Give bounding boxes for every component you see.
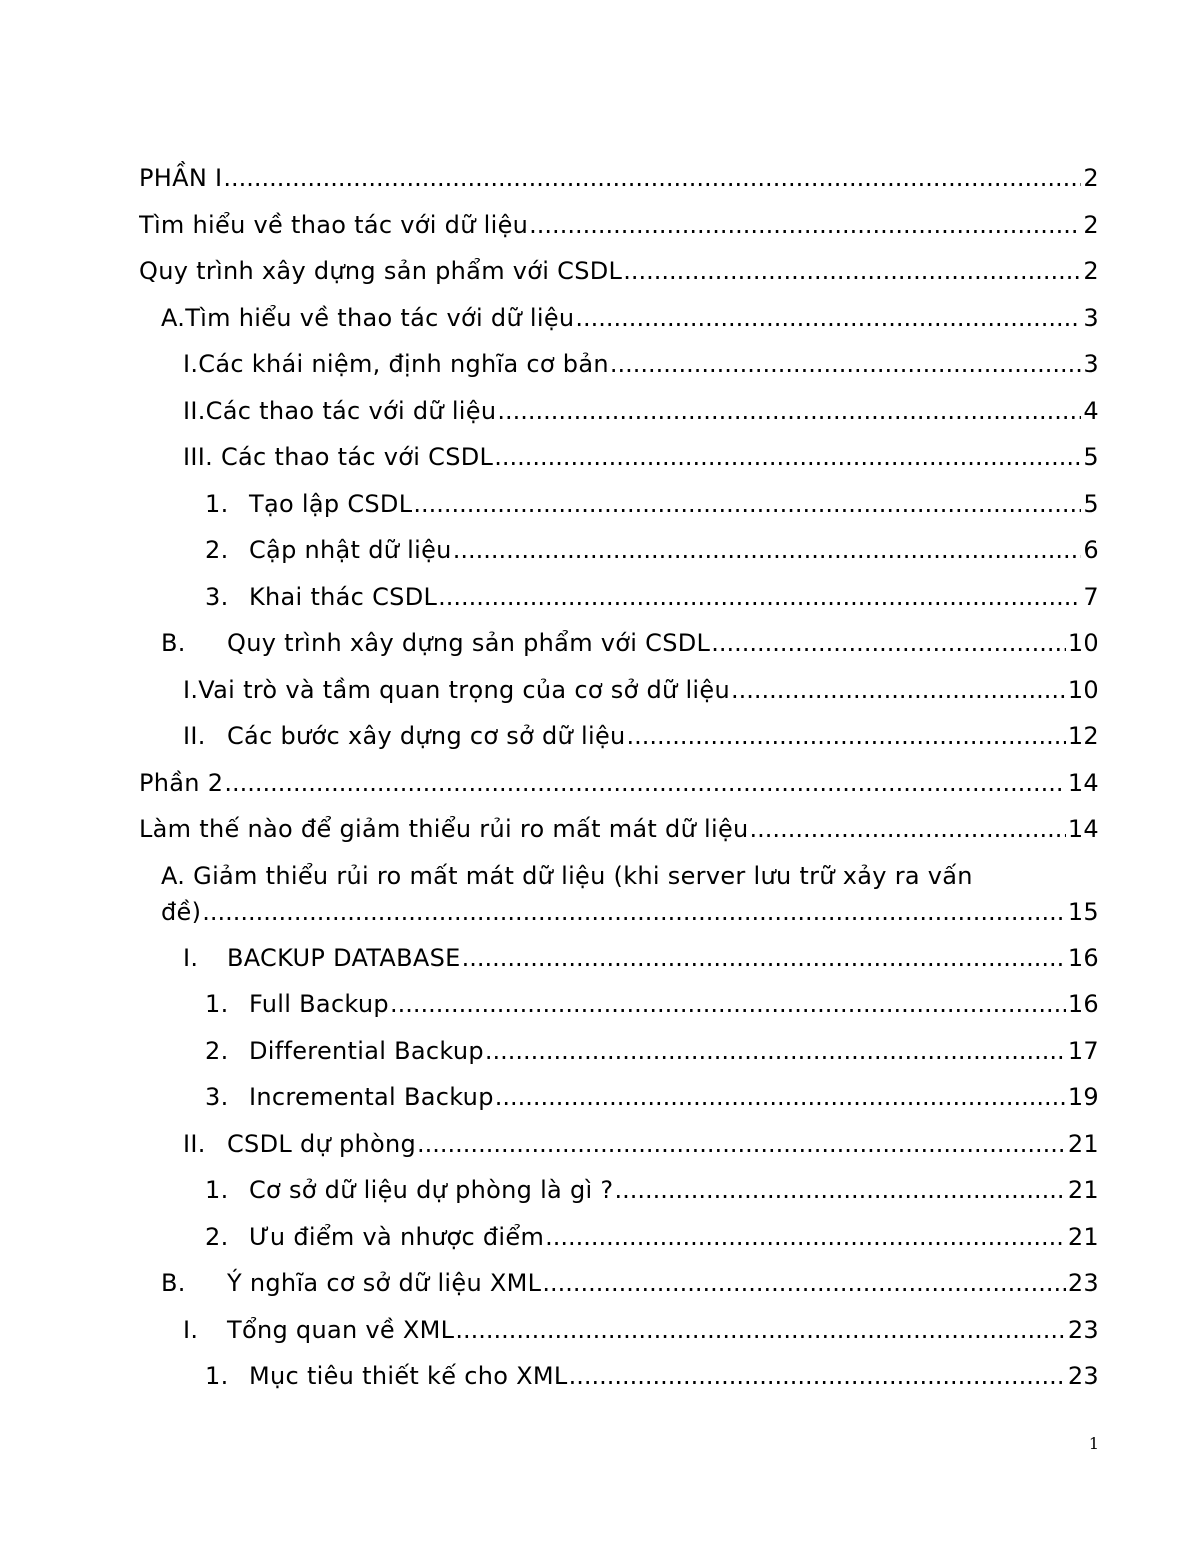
toc-entry-number: 3. bbox=[205, 582, 229, 611]
toc-entry-title: I.Các khái niệm, định nghĩa cơ bản bbox=[183, 350, 609, 379]
toc-entry[interactable] bbox=[139, 760, 1099, 807]
toc-entry-first-line bbox=[161, 858, 1099, 894]
toc-entry[interactable] bbox=[139, 248, 1099, 295]
toc-entry-title: Quy trình xây dựng sản phẩm với CSDL bbox=[227, 629, 711, 658]
toc-entry-page: 2 bbox=[1083, 164, 1099, 193]
toc-entry[interactable] bbox=[139, 341, 1099, 388]
dot-leader bbox=[485, 1037, 1066, 1065]
toc-entry-title: Differential Backup bbox=[249, 1036, 484, 1065]
dot-leader bbox=[497, 397, 1081, 425]
toc-entry-title: PHẦN I bbox=[139, 164, 223, 193]
toc-entry-title: Tổng quan về XML bbox=[227, 1315, 455, 1344]
toc-entry[interactable] bbox=[139, 981, 1099, 1028]
toc-entry-title: CSDL dự phòng bbox=[227, 1129, 417, 1158]
toc-entry-page: 4 bbox=[1083, 396, 1099, 425]
dot-leader bbox=[545, 1223, 1066, 1251]
toc-entry[interactable] bbox=[139, 155, 1099, 202]
toc-entry-page: 5 bbox=[1083, 489, 1099, 518]
dot-leader bbox=[750, 815, 1066, 843]
dot-leader bbox=[569, 1362, 1066, 1390]
dot-leader bbox=[390, 990, 1066, 1018]
toc-entry-title: II.Các thao tác với dữ liệu bbox=[183, 396, 497, 425]
dot-leader bbox=[575, 304, 1081, 332]
toc-entry-page: 21 bbox=[1067, 1129, 1099, 1158]
dot-leader bbox=[495, 1083, 1066, 1111]
toc-entry[interactable] bbox=[139, 667, 1099, 714]
toc-entry[interactable] bbox=[139, 481, 1099, 528]
dot-leader bbox=[453, 536, 1082, 564]
toc-entry[interactable] bbox=[139, 1307, 1099, 1354]
toc-entry-number: 1. bbox=[205, 489, 229, 518]
toc-entry[interactable] bbox=[139, 1214, 1099, 1261]
dot-leader bbox=[542, 1269, 1066, 1297]
toc-entry-number: 2. bbox=[205, 1036, 229, 1065]
toc-entry-title: Làm thế nào để giảm thiểu rủi ro mất mát dữ liệu bbox=[139, 815, 749, 844]
dot-leader bbox=[224, 769, 1066, 797]
toc-entry-title: A.Tìm hiểu về thao tác với dữ liệu bbox=[161, 303, 575, 332]
dot-leader bbox=[610, 350, 1082, 378]
toc-entry[interactable] bbox=[139, 1260, 1099, 1307]
toc-entry-title: BACKUP DATABASE bbox=[227, 943, 461, 972]
toc-entry-page: 17 bbox=[1067, 1036, 1099, 1065]
toc-entry-title-continued: đề) bbox=[161, 897, 202, 926]
toc-entry-number: 1. bbox=[205, 1362, 229, 1391]
dot-leader bbox=[494, 443, 1081, 471]
toc-entry-number: II. bbox=[183, 1129, 206, 1158]
toc-entry-page: 3 bbox=[1083, 350, 1099, 379]
toc-entry[interactable] bbox=[139, 620, 1099, 667]
toc-entry-page: 14 bbox=[1067, 768, 1099, 797]
toc-entry-page: 15 bbox=[1067, 897, 1099, 926]
toc-entry-page: 23 bbox=[1067, 1269, 1099, 1298]
dot-leader bbox=[462, 944, 1066, 972]
dot-leader bbox=[223, 164, 1081, 192]
toc-entry-number: II. bbox=[183, 722, 206, 751]
toc-entry[interactable] bbox=[139, 295, 1099, 342]
toc-entry-page: 7 bbox=[1083, 582, 1099, 611]
toc-entry[interactable] bbox=[139, 713, 1099, 760]
toc-entry[interactable] bbox=[139, 935, 1099, 982]
toc-entry-number: 3. bbox=[205, 1083, 229, 1112]
table-of-contents bbox=[139, 155, 1099, 1400]
toc-entry-title: Incremental Backup bbox=[249, 1083, 494, 1112]
toc-entry-page: 12 bbox=[1067, 722, 1099, 751]
toc-entry-page: 23 bbox=[1067, 1315, 1099, 1344]
toc-entry-title: Cập nhật dữ liệu bbox=[249, 536, 452, 565]
toc-entry[interactable] bbox=[139, 1028, 1099, 1075]
toc-entry-title: I.Vai trò và tầm quan trọng của cơ sở dữ liệu bbox=[183, 675, 730, 704]
toc-entry[interactable] bbox=[139, 1074, 1099, 1121]
toc-entry-title: Cơ sở dữ liệu dự phòng là gì ? bbox=[249, 1176, 614, 1205]
toc-entry-title: Các bước xây dựng cơ sở dữ liệu bbox=[227, 722, 626, 751]
toc-entry-page: 16 bbox=[1067, 943, 1099, 972]
toc-entry-title: Khai thác CSDL bbox=[249, 582, 438, 611]
toc-entry[interactable] bbox=[139, 853, 1099, 935]
toc-entry-second-line bbox=[161, 894, 1099, 930]
toc-entry-page: 19 bbox=[1067, 1083, 1099, 1112]
toc-entry[interactable] bbox=[139, 1121, 1099, 1168]
dot-leader bbox=[529, 211, 1081, 239]
toc-entry[interactable] bbox=[139, 574, 1099, 621]
toc-entry-title: III. Các thao tác với CSDL bbox=[183, 443, 494, 472]
dot-leader bbox=[417, 1130, 1066, 1158]
toc-entry-number: I. bbox=[183, 943, 199, 972]
toc-entry[interactable] bbox=[139, 1167, 1099, 1214]
toc-entry-number: A. bbox=[161, 861, 186, 890]
dot-leader bbox=[202, 894, 1066, 930]
toc-entry-number: I. bbox=[183, 1315, 199, 1344]
toc-entry-page: 6 bbox=[1083, 536, 1099, 565]
toc-entry-title: Quy trình xây dựng sản phẩm với CSDL bbox=[139, 257, 623, 286]
toc-entry-title: Tạo lập CSDL bbox=[249, 489, 413, 518]
dot-leader bbox=[627, 722, 1066, 750]
toc-entry-page: 14 bbox=[1067, 815, 1099, 844]
toc-entry-page: 3 bbox=[1083, 303, 1099, 332]
toc-entry[interactable] bbox=[139, 202, 1099, 249]
toc-entry-page: 21 bbox=[1067, 1222, 1099, 1251]
dot-leader bbox=[438, 583, 1081, 611]
toc-entry-page: 23 bbox=[1067, 1362, 1099, 1391]
toc-entry-title: Ý nghĩa cơ sở dữ liệu XML bbox=[227, 1269, 542, 1298]
toc-entry[interactable] bbox=[139, 388, 1099, 435]
page-number: 1 bbox=[1088, 1434, 1099, 1453]
toc-entry-number: 1. bbox=[205, 1176, 229, 1205]
dot-leader bbox=[711, 629, 1066, 657]
toc-entry[interactable] bbox=[139, 806, 1099, 853]
toc-entry-page: 10 bbox=[1067, 629, 1099, 658]
toc-entry-page: 5 bbox=[1083, 443, 1099, 472]
toc-entry-page: 2 bbox=[1083, 210, 1099, 239]
toc-entry[interactable] bbox=[139, 1353, 1099, 1400]
dot-leader bbox=[731, 676, 1066, 704]
toc-entry-page: 10 bbox=[1067, 675, 1099, 704]
toc-entry-number: 1. bbox=[205, 990, 229, 1019]
toc-entry-page: 2 bbox=[1083, 257, 1099, 286]
toc-entry-page: 21 bbox=[1067, 1176, 1099, 1205]
dot-leader bbox=[623, 257, 1081, 285]
toc-entry-title: Tìm hiểu về thao tác với dữ liệu bbox=[139, 210, 529, 239]
toc-entry-title: Ưu điểm và nhược điểm bbox=[249, 1222, 545, 1251]
toc-entry-number: B. bbox=[161, 629, 186, 658]
toc-entry-number: 2. bbox=[205, 1222, 229, 1251]
toc-entry-number: B. bbox=[161, 1269, 186, 1298]
toc-entry-title: Phần 2 bbox=[139, 768, 224, 797]
dot-leader bbox=[413, 490, 1081, 518]
dot-leader bbox=[614, 1176, 1065, 1204]
toc-entry[interactable] bbox=[139, 527, 1099, 574]
dot-leader bbox=[455, 1316, 1066, 1344]
toc-entry-title: Giảm thiểu rủi ro mất mát dữ liệu (khi server lưu trữ xảy ra vấn bbox=[193, 861, 973, 890]
toc-entry-title: Full Backup bbox=[249, 990, 389, 1019]
toc-entry-page: 16 bbox=[1067, 990, 1099, 1019]
toc-entry-number: 2. bbox=[205, 536, 229, 565]
toc-entry-title: Mục tiêu thiết kế cho XML bbox=[249, 1362, 568, 1391]
toc-entry[interactable] bbox=[139, 434, 1099, 481]
